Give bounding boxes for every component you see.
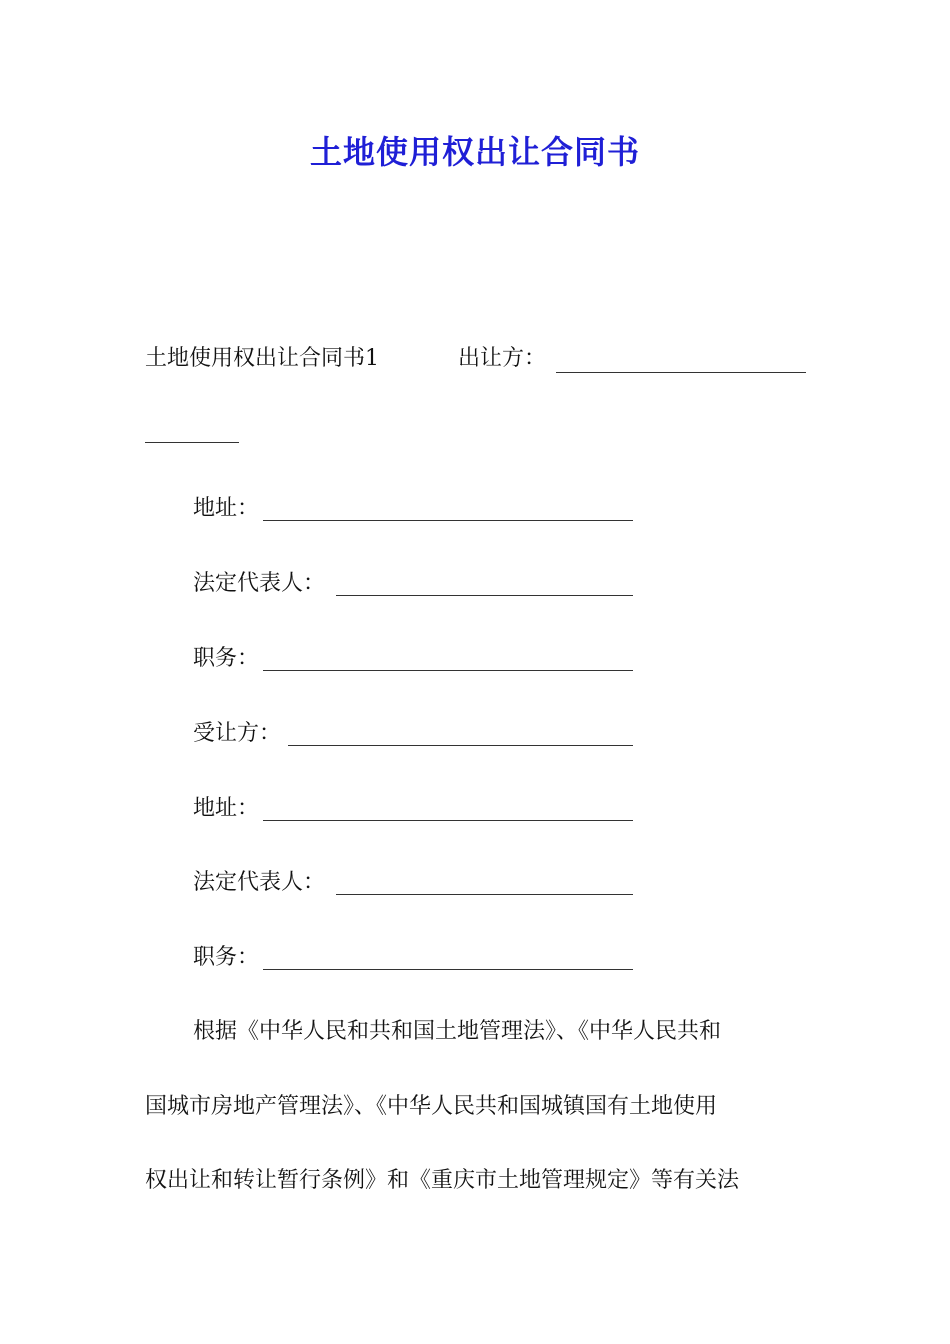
grantor-field [458, 344, 546, 374]
body-line-3: 权出让和转让暂行条例》和《重庆市土地管理规定》等有关法 [145, 1168, 740, 1193]
grantee-address-field [193, 794, 259, 824]
grantee-blank[interactable] [288, 745, 633, 746]
intro-line [145, 344, 379, 374]
grantor-label: 出让方： [458, 346, 547, 371]
grantor-address-blank[interactable] [263, 520, 633, 521]
grantee-position-field [193, 943, 259, 973]
body-line-2: 国城市房地产管理法》、《中华人民共和国城镇国有土地使用 [145, 1094, 718, 1119]
grantor-representative-blank[interactable] [336, 595, 633, 596]
intro-heading: 土地使用权出让合同书1 [145, 346, 379, 371]
grantor-position-label: 职务： [193, 646, 260, 671]
grantor-position-field [193, 644, 259, 674]
grantor-blank-line-continued[interactable] [145, 442, 239, 443]
grantor-address-field [193, 494, 259, 524]
grantee-representative-blank[interactable] [336, 894, 633, 895]
grantee-field [193, 719, 281, 749]
grantee-representative-label: 法定代表人： [193, 870, 326, 895]
body-line-1: 根据《中华人民和共和国土地管理法》、《中华人民共和 [193, 1019, 722, 1044]
grantor-position-blank[interactable] [263, 670, 633, 671]
grantee-label: 受让方： [193, 721, 282, 746]
document-title: 土地使用权出让合同书 [309, 133, 640, 171]
grantee-position-label: 职务： [193, 945, 260, 970]
grantor-blank-line[interactable] [556, 372, 806, 373]
grantor-address-label: 地址： [193, 496, 260, 521]
grantor-representative-field [193, 569, 325, 599]
grantee-address-blank[interactable] [263, 820, 633, 821]
grantor-representative-label: 法定代表人： [193, 571, 326, 596]
grantee-representative-field [193, 868, 325, 898]
grantee-address-label: 地址： [193, 796, 260, 821]
grantee-position-blank[interactable] [263, 969, 633, 970]
